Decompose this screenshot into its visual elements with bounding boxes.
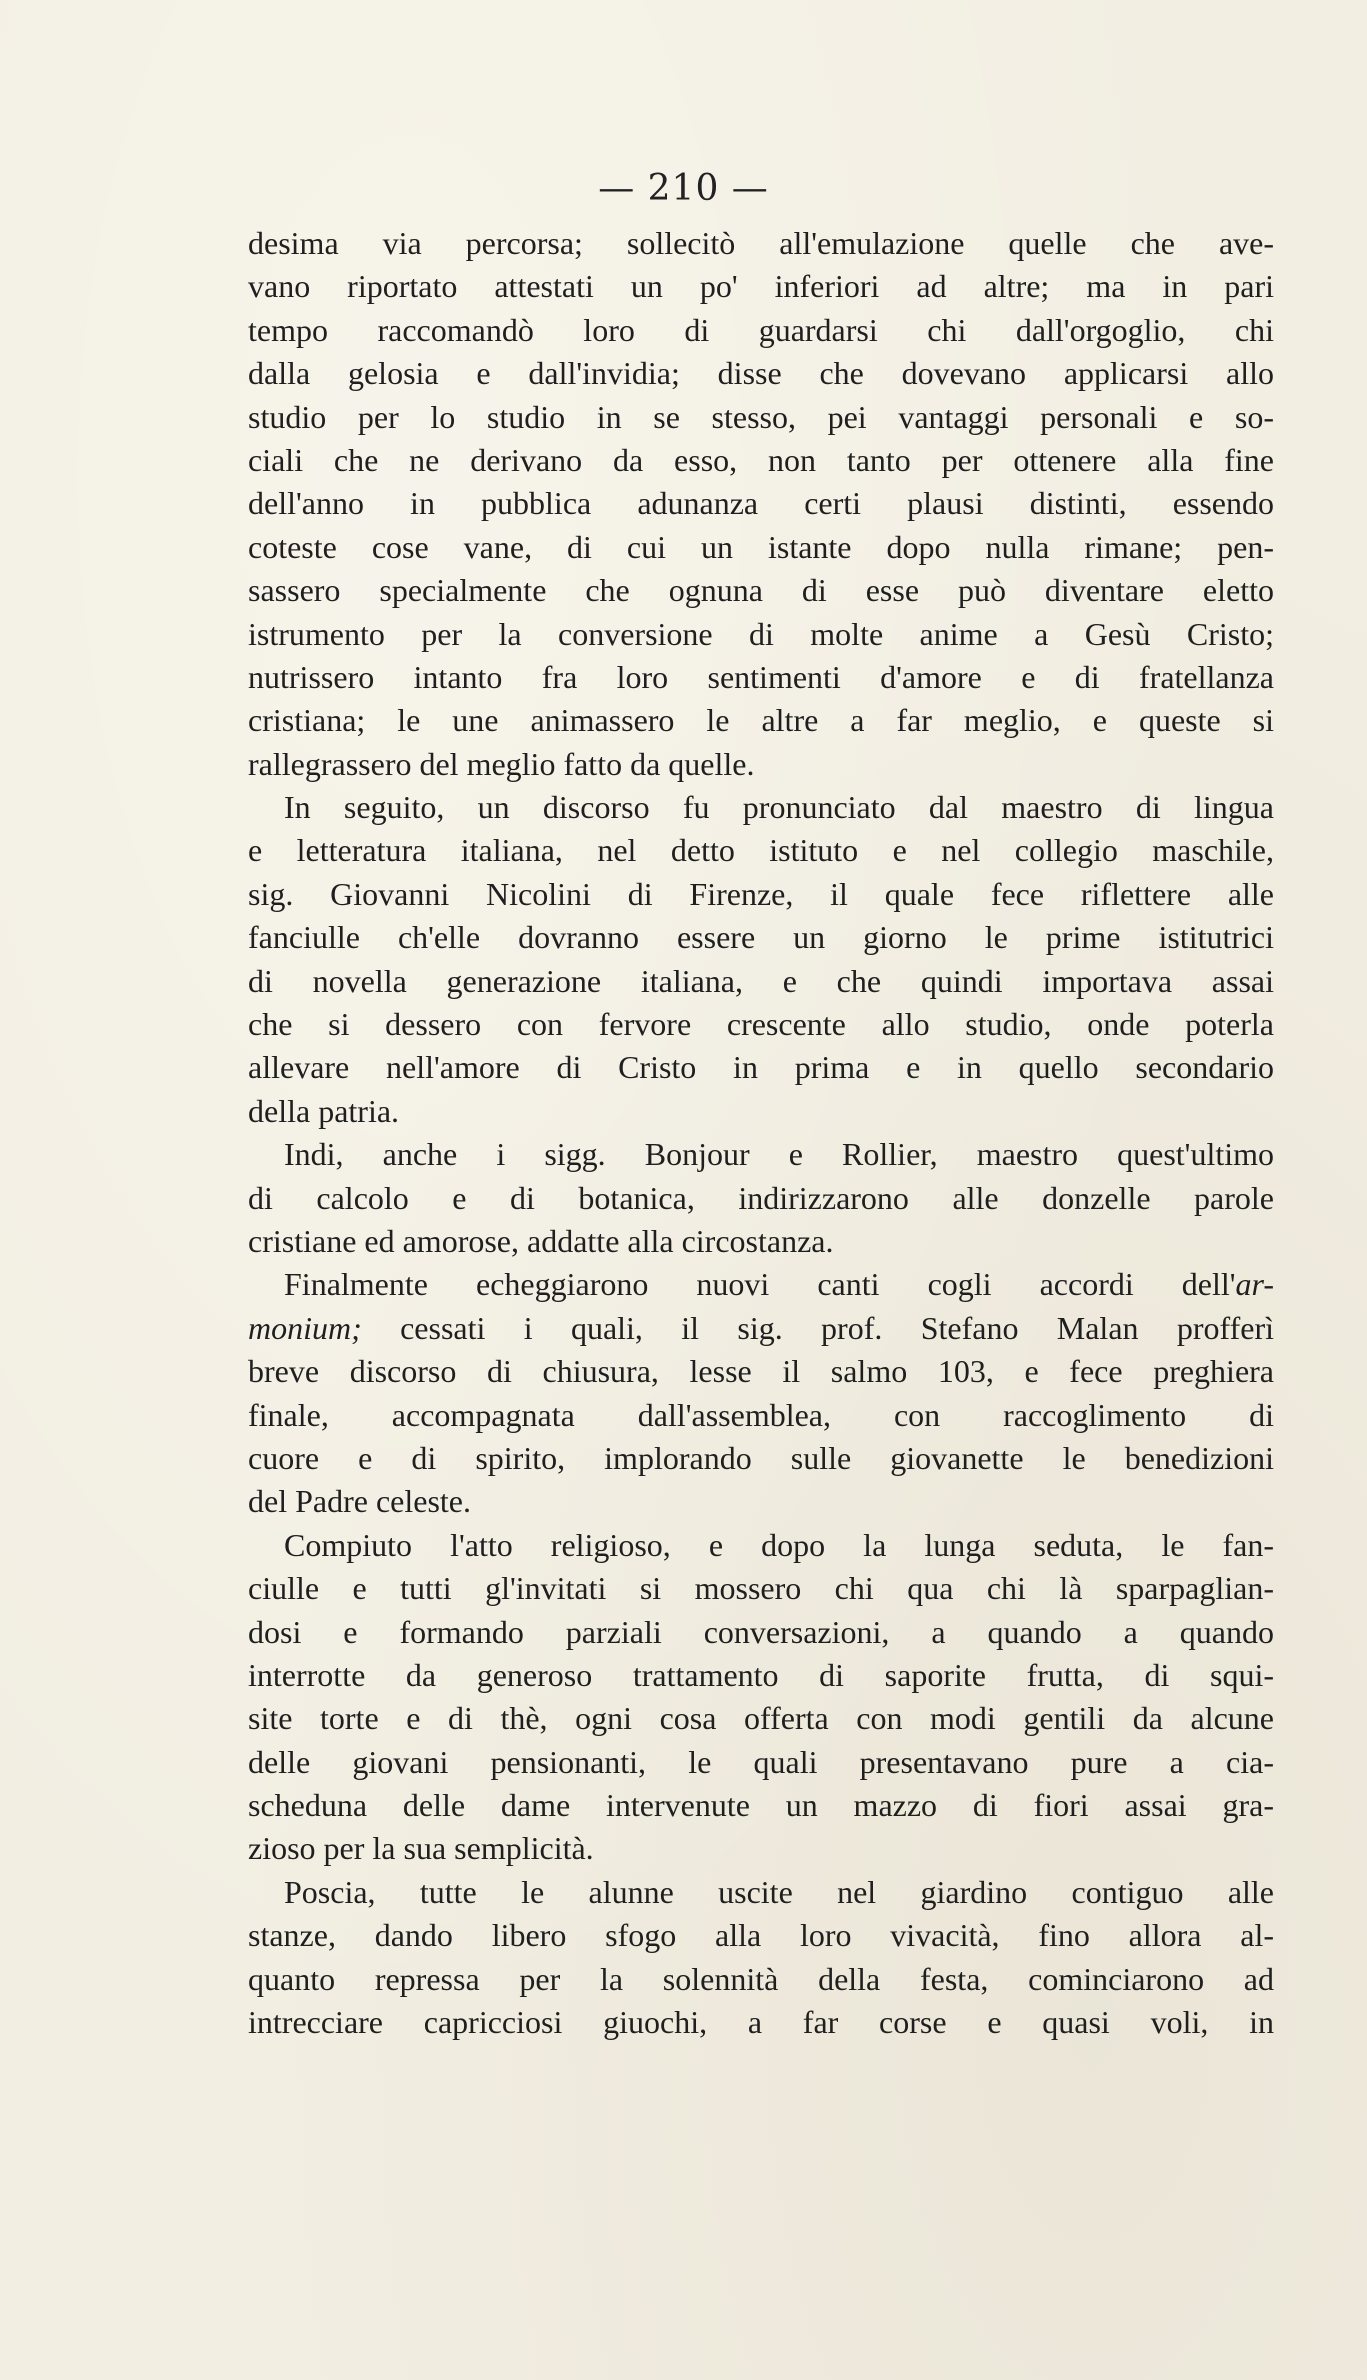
text-line: stanze, dando libero sfogo alla loro vivacità, fino allora al- bbox=[248, 1917, 1274, 1954]
text-line: quanto repressa per la solennità della festa, cominciarono ad bbox=[248, 1960, 1274, 1997]
text-line: ciulle e tutti gl'invitati si mossero chi qua chi là sparpaglian- bbox=[248, 1570, 1274, 1607]
text-line: fanciulle ch'elle dovranno essere un giorno le prime istitutrici bbox=[248, 919, 1274, 956]
text-line: tempo raccomandò loro di guardarsi chi dall'orgoglio, chi bbox=[248, 311, 1274, 348]
text-line: cristiane ed amorose, addatte alla circostanza. bbox=[248, 1222, 834, 1259]
text-line: cuore e di spirito, implorando sulle giovanette le benedizioni bbox=[248, 1439, 1274, 1476]
text-line: ciali che ne derivano da esso, non tanto per ottenere alla fine bbox=[248, 441, 1274, 478]
text-line: In seguito, un discorso fu pronunciato dal maestro di lingua bbox=[284, 789, 1274, 826]
text-line: scheduna delle dame intervenute un mazzo di fiori assai gra- bbox=[248, 1787, 1274, 1824]
text-line: allevare nell'amore di Cristo in prima e in quello secondario bbox=[248, 1049, 1274, 1086]
text-line: vano riportato attestati un po' inferiori ad altre; ma in pari bbox=[248, 268, 1274, 305]
text-line: di calcolo e di botanica, indirizzarono alle donzelle parole bbox=[248, 1179, 1274, 1216]
text-line: rallegrassero del meglio fatto da quelle. bbox=[248, 745, 755, 782]
text-line: interrotte da generoso trattamento di saporite frutta, di squi- bbox=[248, 1656, 1274, 1693]
text-line: intrecciare capricciosi giuochi, a far corse e quasi voli, in bbox=[248, 2004, 1274, 2041]
text-line: Indi, anche i sigg. Bonjour e Rollier, maestro quest'ultimo bbox=[284, 1136, 1274, 1173]
text-line: Compiuto l'atto religioso, e dopo la lunga seduta, le fan- bbox=[284, 1526, 1274, 1563]
text-line: coteste cose vane, di cui un istante dopo nulla rimane; pen- bbox=[248, 528, 1274, 565]
text-line: Finalmente echeggiarono nuovi canti cogli accordi dell'ar- bbox=[284, 1266, 1274, 1303]
text-line: e letteratura italiana, nel detto istituto e nel collegio maschile, bbox=[248, 832, 1274, 869]
text-line: dalla gelosia e dall'invidia; disse che dovevano applicarsi allo bbox=[248, 355, 1274, 392]
text-line: del Padre celeste. bbox=[248, 1483, 471, 1520]
text-line: sassero specialmente che ognuna di esse può diventare eletto bbox=[248, 572, 1274, 609]
text-line: site torte e di thè, ogni cosa offerta con modi gentili da alcune bbox=[248, 1700, 1274, 1737]
text-line: che si dessero con fervore crescente allo studio, onde poterla bbox=[248, 1006, 1274, 1043]
text-line: breve discorso di chiusura, lesse il salmo 103, e fece preghiera bbox=[248, 1353, 1274, 1390]
text-line: delle giovani pensionanti, le quali presentavano pure a cia- bbox=[248, 1743, 1274, 1780]
text-line: dosi e formando parziali conversazioni, a quando a quando bbox=[248, 1613, 1274, 1650]
text-line: dell'anno in pubblica adunanza certi plausi distinti, essendo bbox=[248, 485, 1274, 522]
text-line: finale, accompagnata dall'assemblea, con raccoglimento di bbox=[248, 1396, 1274, 1433]
text-line: sig. Giovanni Nicolini di Firenze, il quale fece riflettere alle bbox=[248, 875, 1274, 912]
text-line: desima via percorsa; sollecitò all'emulazione quelle che ave- bbox=[248, 225, 1274, 261]
body-text bbox=[248, 222, 1274, 2044]
text-line: Poscia, tutte le alunne uscite nel giardino contiguo alle bbox=[284, 1873, 1274, 1910]
text-line: studio per lo studio in se stesso, pei vantaggi personali e so- bbox=[248, 398, 1274, 435]
text-line: istrumento per la conversione di molte anime a Gesù Cristo; bbox=[248, 615, 1274, 652]
page-number: — 210 — bbox=[598, 168, 769, 209]
text-line: della patria. bbox=[248, 1092, 400, 1129]
text-line: zioso per la sua semplicità. bbox=[248, 1830, 594, 1867]
text-line: monium; cessati i quali, il sig. prof. Stefano Malan profferì bbox=[248, 1309, 1274, 1346]
text-line: nutrissero intanto fra loro sentimenti d'amore e di fratellanza bbox=[248, 658, 1274, 695]
text-line: cristiana; le une animassero le altre a far meglio, e queste si bbox=[248, 702, 1274, 739]
text-line: di novella generazione italiana, e che quindi importava assai bbox=[248, 962, 1274, 999]
